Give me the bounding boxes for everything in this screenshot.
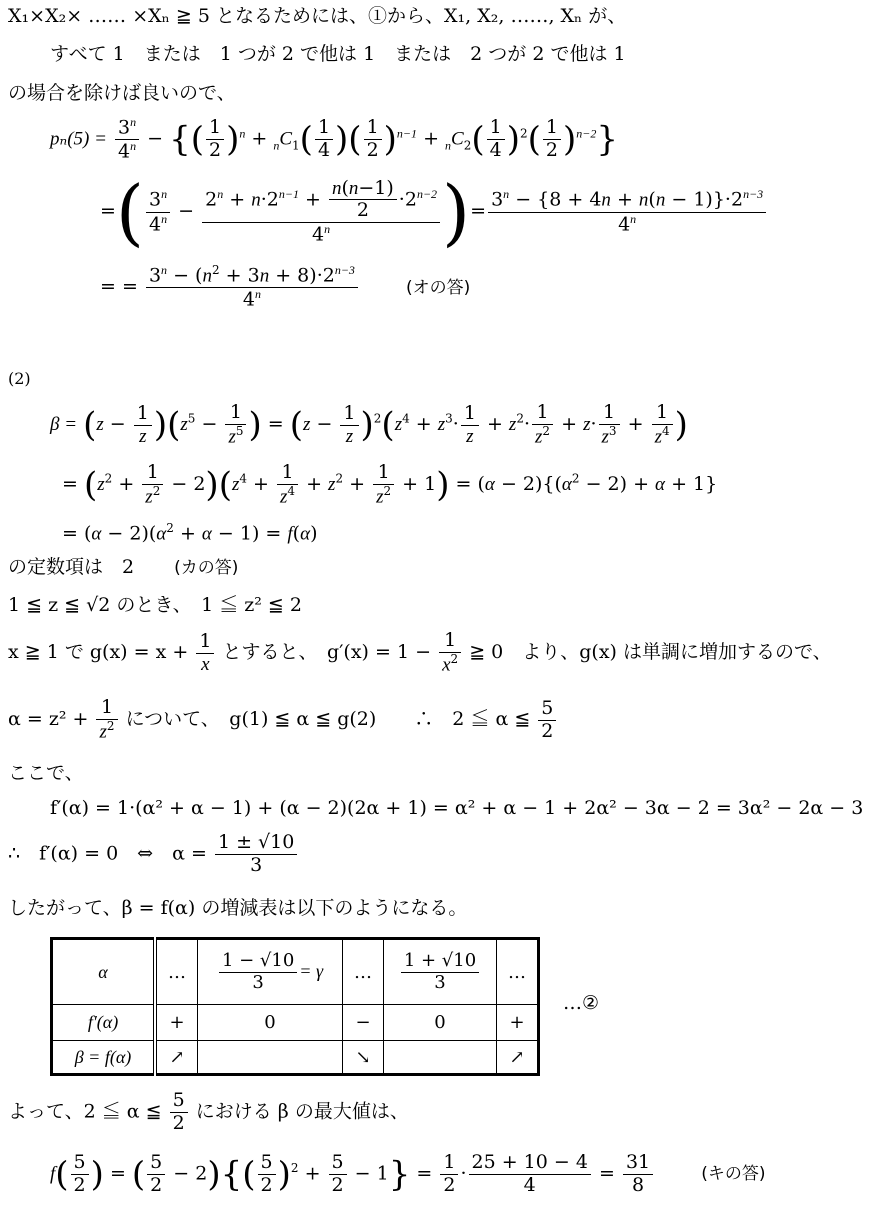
table-cell: 0 xyxy=(198,1005,343,1041)
root2-denominator: 3 xyxy=(434,971,446,993)
constant-term-line xyxy=(8,557,238,578)
gx-text-a: x ≧ 1 で g(x) = x + xyxy=(8,641,189,664)
therefore-line: ∴ f′(α) = 0 ⇔ α = $\frac{1 \pm √10}{3}$ xyxy=(8,832,299,877)
table-cell: … xyxy=(343,939,384,1005)
table-row xyxy=(52,1041,539,1075)
table-cell: α xyxy=(52,939,156,1005)
alpha-line: α = z² + $\frac{1}{z^2}$ について、 g(1) ≦ α ≦ g(2) ∴ 2 ≦ α ≦ $\frac{5}{2}$ xyxy=(8,697,558,743)
constant-term-text: の定数項は 2 xyxy=(8,556,135,578)
alpha-text-a: α = z² + xyxy=(8,708,89,731)
table-cell: ↗ xyxy=(497,1041,539,1075)
gx-line: x ≧ 1 で g(x) = x + $\frac{1}{x}$ とすると、 g′(x) = 1 − $\frac{1}{x^2}$ ≧ 0 より、g(x) は単調に増加するので、 xyxy=(8,629,832,676)
gx-text-b: とすると、 g′(x) = 1 − xyxy=(222,641,432,664)
gamma-label: = γ xyxy=(299,961,324,981)
table-cell: + xyxy=(497,1005,539,1041)
root1-denominator: 3 xyxy=(252,971,264,993)
table-row xyxy=(52,1005,539,1041)
pn-equation-line-1: pₙ(5) = $\frac{3^n}{4^n}$ − {( $\frac{1}{2}$ )$^n + _nC_1$( $\frac{1}{4}$ )( $\frac{1}{2}$ )$^{n-1} + _nC_2$( $\frac{1}{4}$ )$^2$( $\frac{1}{2}$ )$^{n-2}$} xyxy=(50,115,618,163)
table-cell: … xyxy=(155,939,198,1005)
double-equals: = = xyxy=(100,275,138,298)
root2-numerator: 1 + √10 xyxy=(401,951,479,973)
section-2-label: (2) xyxy=(8,369,31,388)
table-cell-gamma xyxy=(198,939,343,1005)
table-cell: ↗ xyxy=(155,1041,198,1075)
intro-line-3: の場合を除けば良いので、 xyxy=(8,82,236,104)
pn-label: pₙ(5) = xyxy=(50,128,107,150)
table-cell xyxy=(198,1041,343,1075)
table-cell-root2 xyxy=(384,939,497,1005)
alpha-text-b: について、 g(1) ≦ α ≦ g(2) ∴ 2 ≦ α ≦ xyxy=(125,708,531,731)
conclusion-line: よって、2 ≦ α ≦ $\frac{5}{2}$ における β の最大値は、 xyxy=(8,1089,409,1134)
table-row xyxy=(52,939,539,1005)
root1-numerator: 1 − √10 xyxy=(219,951,297,973)
beta-label: β = xyxy=(50,414,78,436)
pn-equation-line-2: =( $\frac{3^n}{4^n}$ − $2^n + n\cdot 2^{n-1}$ + $\frac{n(n-1)}{2}$ $\cdot 2^{n-2}$ 4$^n$ )= $\frac{3^n - \{8 + 4n + n(n - 1)\}\cdot 2^{n-3}}{4^n}$ xyxy=(100,176,768,248)
range-line: 1 ≦ z ≦ √2 のとき、 1 ≦ z² ≦ 2 xyxy=(8,594,302,616)
table-ref-marker: …② xyxy=(563,992,600,1014)
conclusion-text-a: よって、2 ≦ α ≦ xyxy=(8,1100,162,1123)
intro-line-1: X₁×X₂× …… ×Xₙ ≧ 5 となるためには、①から、X₁, X₂, ……, Xₙ が、 xyxy=(8,5,627,27)
pn-equation-line-3: = = $\frac{3^n - (n^2 + 3n + 8)\cdot 2^{n-3}}{4^n}$ (オの答) xyxy=(100,263,471,311)
answer-ki-label: (キの答) xyxy=(701,1164,766,1185)
variation-table xyxy=(50,937,540,1076)
table-cell: f′(α) xyxy=(52,1005,156,1041)
table-cell: β = f(α) xyxy=(52,1041,156,1075)
table-intro-line: したがって、β = f(α) の増減表は以下のようになる。 xyxy=(8,897,468,919)
fprime-line: f′(α) = 1·(α² + α − 1) + (α − 2)(2α + 1) = α² + α − 1 + 2α² − 3α − 2 = 3α² − 2α − 3 xyxy=(50,797,864,819)
beta-equation-line-2: = ($z^2$ + $\frac{1}{z^2}$ − $2)(z^4$ + $\frac{1}{z^4}$ + $z^2$ + $\frac{1}{z^2}$ + $1) = (\alpha - 2)\{(\alpha^2 - 2) + \alpha + 1\}$ xyxy=(62,461,718,508)
answer-o-label: (オの答) xyxy=(405,277,471,298)
beta-equation-line-1: β = (z − $\frac{1}{z}$ )($z^5$ − $\frac{1}{z^5}$ ) = (z − $\frac{1}{z}$ )$^2(z^4 + z^3\cdot$ $\frac{1}{z}$ + $z^2\cdot$ $\frac{1}{z^2}$ + z· $\frac{1}{z^3}$ + $\frac{1}{z^4}$ ) xyxy=(50,401,688,448)
koko-line: ここで、 xyxy=(8,762,84,784)
beta-equation-line-3: = $(\alpha - 2)(\alpha^2 + \alpha - 1) = f(\alpha)$ xyxy=(62,521,318,545)
table-cell: 0 xyxy=(384,1005,497,1041)
table-cell: − xyxy=(343,1005,384,1041)
table-cell xyxy=(384,1041,497,1075)
gx-text-c: ≧ 0 より、g(x) は単調に増加するので、 xyxy=(469,641,832,664)
table-cell: + xyxy=(155,1005,198,1041)
table-cell: … xyxy=(497,939,539,1005)
intro-line-2: すべて 1 または 1 つが 2 で他は 1 または 2 つが 2 で他は 1 xyxy=(50,43,626,65)
conclusion-text-b: における β の最大値は、 xyxy=(195,1100,409,1123)
table-cell: ↘ xyxy=(343,1041,384,1075)
answer-ka-label: (カの答) xyxy=(174,558,239,578)
max-value-equation: f( $\frac{5}{2}$ ) = ( $\frac{5}{2}$ − 2){( $\frac{5}{2}$ )$^2$ + $\frac{5}{2}$ − 1} = $\frac{1}{2}$ · $\frac{25 + 10 - 4}{4}$ = $\frac{31}{8}$ (キの答) xyxy=(50,1151,766,1196)
therefore-text: ∴ f′(α) = 0 ⇔ α = xyxy=(8,842,207,865)
